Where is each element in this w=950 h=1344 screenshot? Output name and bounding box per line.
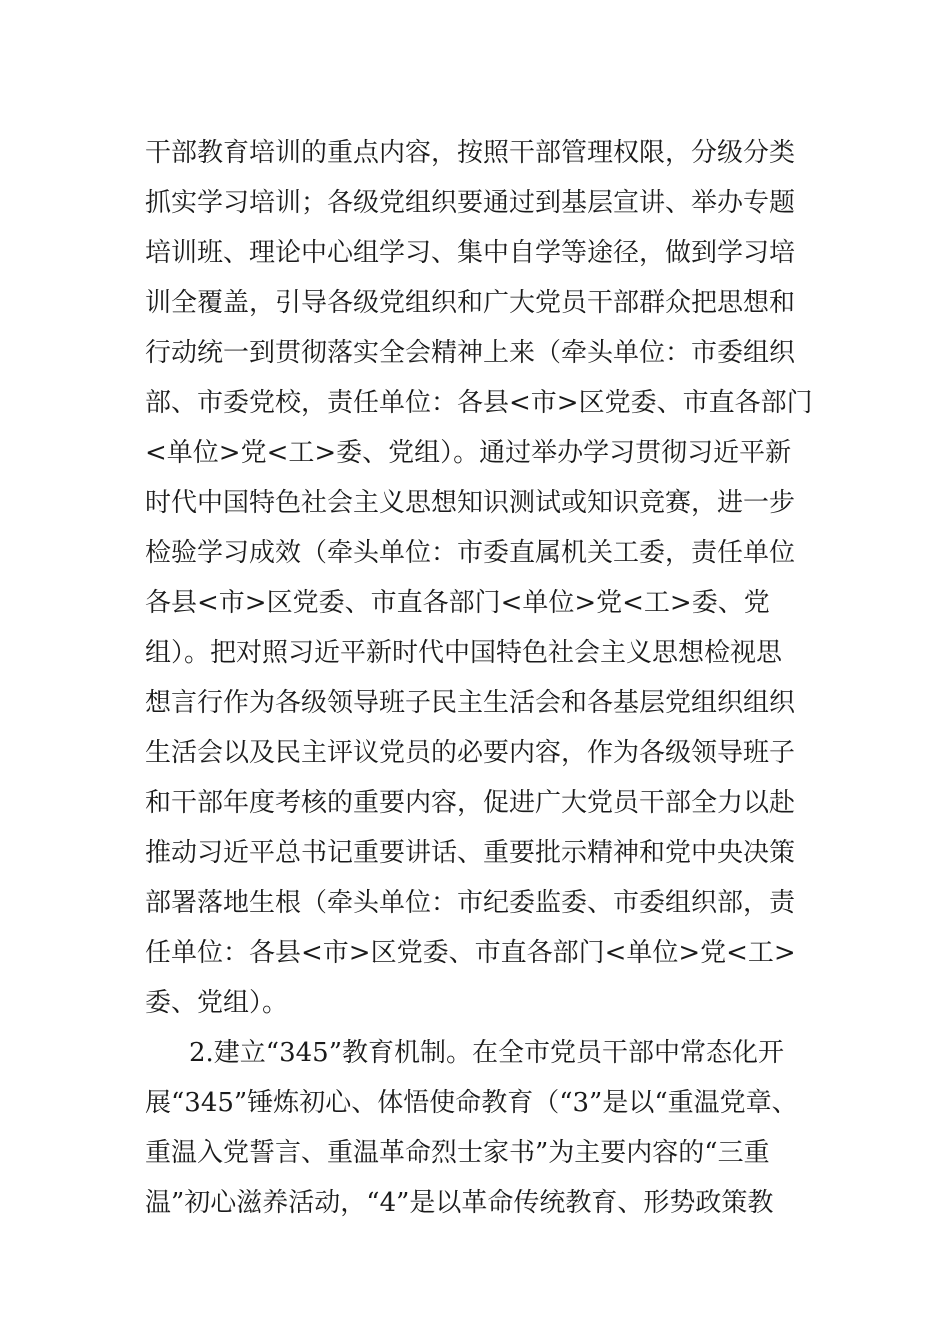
text-line: 行动统一到贯彻落实全会精神上来（牵头单位：市委组织 — [145, 338, 796, 368]
text-line: 部、市委党校，责任单位：各县<市>区党委、市直各部门 — [145, 388, 813, 418]
text-line: 和干部年度考核的重要内容，促进广大党员干部全力以赴 — [145, 788, 796, 818]
text-line: 检验学习成效（牵头单位：市委直属机关工委，责任单位 — [145, 538, 796, 568]
text-line: 各县<市>区党委、市直各部门<单位>党<工>委、党 — [145, 588, 770, 618]
text-line: 部署落地生根（牵头单位：市纪委监委、市委组织部，责 — [145, 888, 796, 918]
text-line: 任单位：各县<市>区党委、市直各部门<单位>党<工> — [145, 938, 796, 968]
text-line: 培训班、理论中心组学习、集中自学等途径，做到学习培 — [145, 238, 796, 268]
text-line: 时代中国特色社会主义思想知识测试或知识竞赛，进一步 — [145, 488, 796, 518]
text-line: 抓实学习培训；各级党组织要通过到基层宣讲、举办专题 — [145, 188, 796, 218]
text-line: 训全覆盖，引导各级党组织和广大党员干部群众把思想和 — [145, 288, 796, 318]
text-line: 2.建立“345”教育机制。在全市党员干部中常态化开 — [189, 1038, 785, 1068]
text-line: 重温入党誓言、重温革命烈士家书”为主要内容的“三重 — [145, 1138, 770, 1168]
text-line: <单位>党<工>委、党组）。通过举办学习贯彻习近平新 — [145, 438, 792, 468]
paragraph-2 — [145, 1028, 825, 1228]
text-line: 组）。把对照习近平新时代中国特色社会主义思想检视思 — [145, 638, 783, 668]
text-line: 生活会以及民主评议党员的必要内容，作为各级领导班子 — [145, 738, 796, 768]
text-line: 干部教育培训的重点内容，按照干部管理权限，分级分类 — [145, 138, 796, 168]
text-line: 委、党组）。 — [145, 988, 289, 1018]
text-line: 想言行作为各级领导班子民主生活会和各基层党组织组织 — [145, 688, 796, 718]
paragraph-1 — [145, 128, 825, 1028]
text-line: 温”初心滋养活动，“4”是以革命传统教育、形势政策教 — [145, 1188, 774, 1218]
text-line: 展“345”锤炼初心、体悟使命教育（“3”是以“重温党章、 — [145, 1088, 798, 1118]
text-line: 推动习近平总书记重要讲话、重要批示精神和党中央决策 — [145, 838, 796, 868]
